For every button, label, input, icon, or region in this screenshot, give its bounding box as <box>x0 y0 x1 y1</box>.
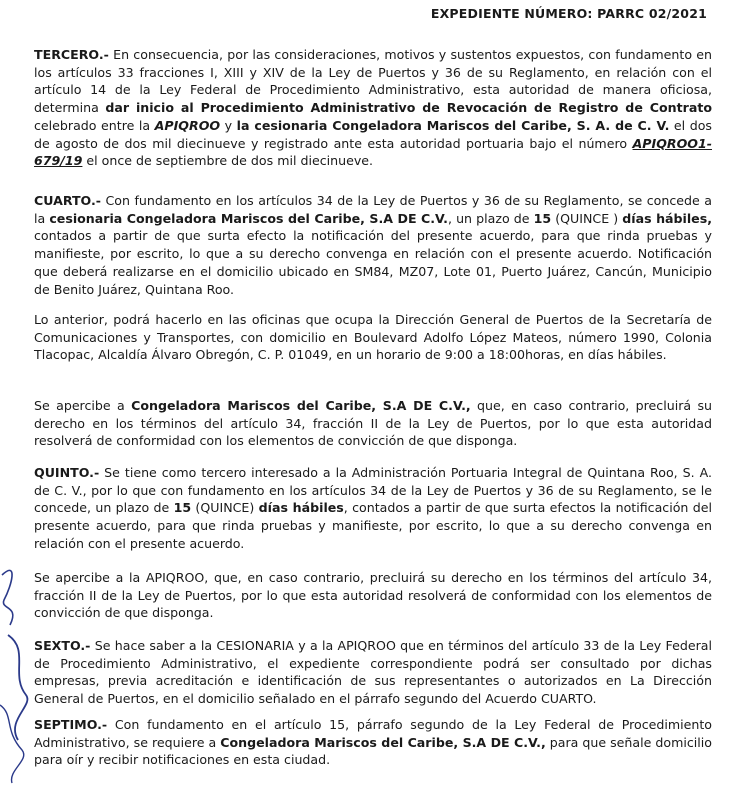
quinto-label: QUINTO.- <box>34 465 100 480</box>
quinto-text-3: , contados a partir de que surta efectos la notificación del presente acuerdo, para que rinda pruebas y manifieste, por escrito, lo que a su derecho convenga en relación con el presente acuerdo. <box>34 500 712 551</box>
tercero-label: TERCERO.- <box>34 47 109 62</box>
septimo-text-2: para que señale domicilio para oír y recibir notificaciones en esta ciudad. <box>34 734 712 768</box>
handwritten-signature <box>0 555 40 787</box>
paragraph-quinto <box>34 464 712 553</box>
tercero-apiqroo: APIQROO <box>154 117 221 133</box>
sexto-text-1: Se hace saber a la CESIONARIA y a la APIQROO que en términos del artículo 33 de la Ley Federal de Procedimiento Administrativo, el expediente correspondiente podrá ser consultado por dichas empresas, previa acreditación e identificación de sus representantes o autorizados en La Dirección General de Puertos, en el domicilio señalado en el párrafo segundo del Acuerdo CUARTO. <box>34 638 712 707</box>
tercero-text-3: y <box>220 117 237 133</box>
quinto-text-1: Se tiene como tercero interesado a la Administración Portuaria Integral de Quintana Roo, S. A. de C. V., por lo que con fundamento en los artículos 34 de la Ley de Puertos y 36 de su Reglamento, se le concede, un plazo de <box>34 465 712 516</box>
cuarto-text-2: , un plazo de <box>447 210 534 226</box>
apercibe-text-2: que, en caso contrario, precluirá su derecho en los términos del artículo 34, fracción II de la Ley de Puertos, por lo que esta autoridad resolverá de conformidad con los elementos de convicción de que disponga. <box>34 398 712 449</box>
tercero-cesionaria: la cesionaria Congeladora Mariscos del Caribe, S. A. de C. V. <box>236 117 670 133</box>
paragraph-cuarto <box>34 192 712 298</box>
sexto-label: SEXTO.- <box>34 638 91 653</box>
expediente-number: EXPEDIENTE NÚMERO: PARRC 02/2021 <box>430 6 707 21</box>
quinto-dias-habiles: días hábiles <box>258 500 344 516</box>
tercero-bold-1: dar inicio al Procedimiento Administrativo de Revocación de Registro de Contrato <box>105 100 713 116</box>
cuarto-plazo: 15 <box>533 210 552 226</box>
tercero-text-1: En consecuencia, por las consideraciones, motivos y sustentos expuestos, con fundamento en los artículos 33 fracciones I, XIII y XIV de la Ley de Puertos y 36 de su Reglamento, en relación con el artículo 14 de la Ley Federal de Procedimiento Administrativo, esta autoridad de manera oficiosa, determina <box>34 47 712 116</box>
quinto-text-2: (QUINCE) <box>191 500 259 516</box>
paragraph-tercero <box>34 46 712 170</box>
paragraph-sexto <box>34 637 712 708</box>
cuarto-label: CUARTO.- <box>34 193 101 208</box>
cuarto-cesionaria: cesionaria Congeladora Mariscos del Caribe, S.A DE C.V. <box>49 210 448 226</box>
tercero-text-5: el once de septiembre de dos mil diecinueve. <box>82 153 374 169</box>
septimo-text-1: Con fundamento en el artículo 15, párrafo segundo de la Ley Federal de Procedimiento Administrativo, se requiere a <box>34 717 712 750</box>
septimo-congeladora-name: Congeladora Mariscos del Caribe, S.A DE C.V., <box>220 734 546 750</box>
apercibe-text-1: Se apercibe a <box>34 398 132 413</box>
cuarto-text-4: contados a partir de que surta efecto la notificación del presente acuerdo, para que rinda pruebas y manifieste, por escrito, lo que a su derecho convenga en relación con el presente acuerdo. Notificación que deberá realizarse en el domicilio ubicado en SM84, MZ07, Lote 01, Puerto Juárez, Cancún, Municipio de Benito Juárez, Quintana Roo. <box>34 228 712 297</box>
tercero-registro-number: APIQROO1-679/19 <box>34 135 712 169</box>
apercibe-congeladora-name: Congeladora Mariscos del Caribe, S.A DE C.V., <box>131 398 471 413</box>
cuarto-dias-habiles: días hábiles, <box>622 210 713 226</box>
quinto-plazo: 15 <box>173 500 192 516</box>
tercero-text-4: el dos de agosto de dos mil diecinueve y registrado ante esta autoridad portuaria bajo el número <box>34 117 712 151</box>
cuarto-text-1: Con fundamento en los artículos 34 de la Ley de Puertos y 36 de su Reglamento, se concede a la <box>34 193 712 226</box>
cuarto-text-3: (QUINCE ) <box>551 210 623 226</box>
paragraph-lo-anterior: Lo anterior, podrá hacerlo en las oficinas que ocupa la Dirección General de Puertos de la Secretaría de Comunicaciones y Transportes, con domicilio en Boulevard Adolfo López Mateos, número 1990, Colonia Tlacopac, Alcaldía Álvaro Obregón, C. P. 01049, en un horario de 9:00 a 18:00horas, en días hábiles. <box>34 312 712 363</box>
septimo-label: SEPTIMO.- <box>34 717 108 732</box>
paragraph-apercibe-congeladora <box>34 397 712 450</box>
paragraph-apercibe-apiqroo: Se apercibe a la APIQROO, que, en caso contrario, precluirá su derecho en los términos del artículo 34, fracción II de la Ley de Puertos, por lo que esta autoridad resolverá de conformidad con los elementos de convicción de que disponga. <box>34 570 712 621</box>
paragraph-septimo <box>34 716 712 769</box>
tercero-text-2: celebrado entre la <box>34 117 155 133</box>
